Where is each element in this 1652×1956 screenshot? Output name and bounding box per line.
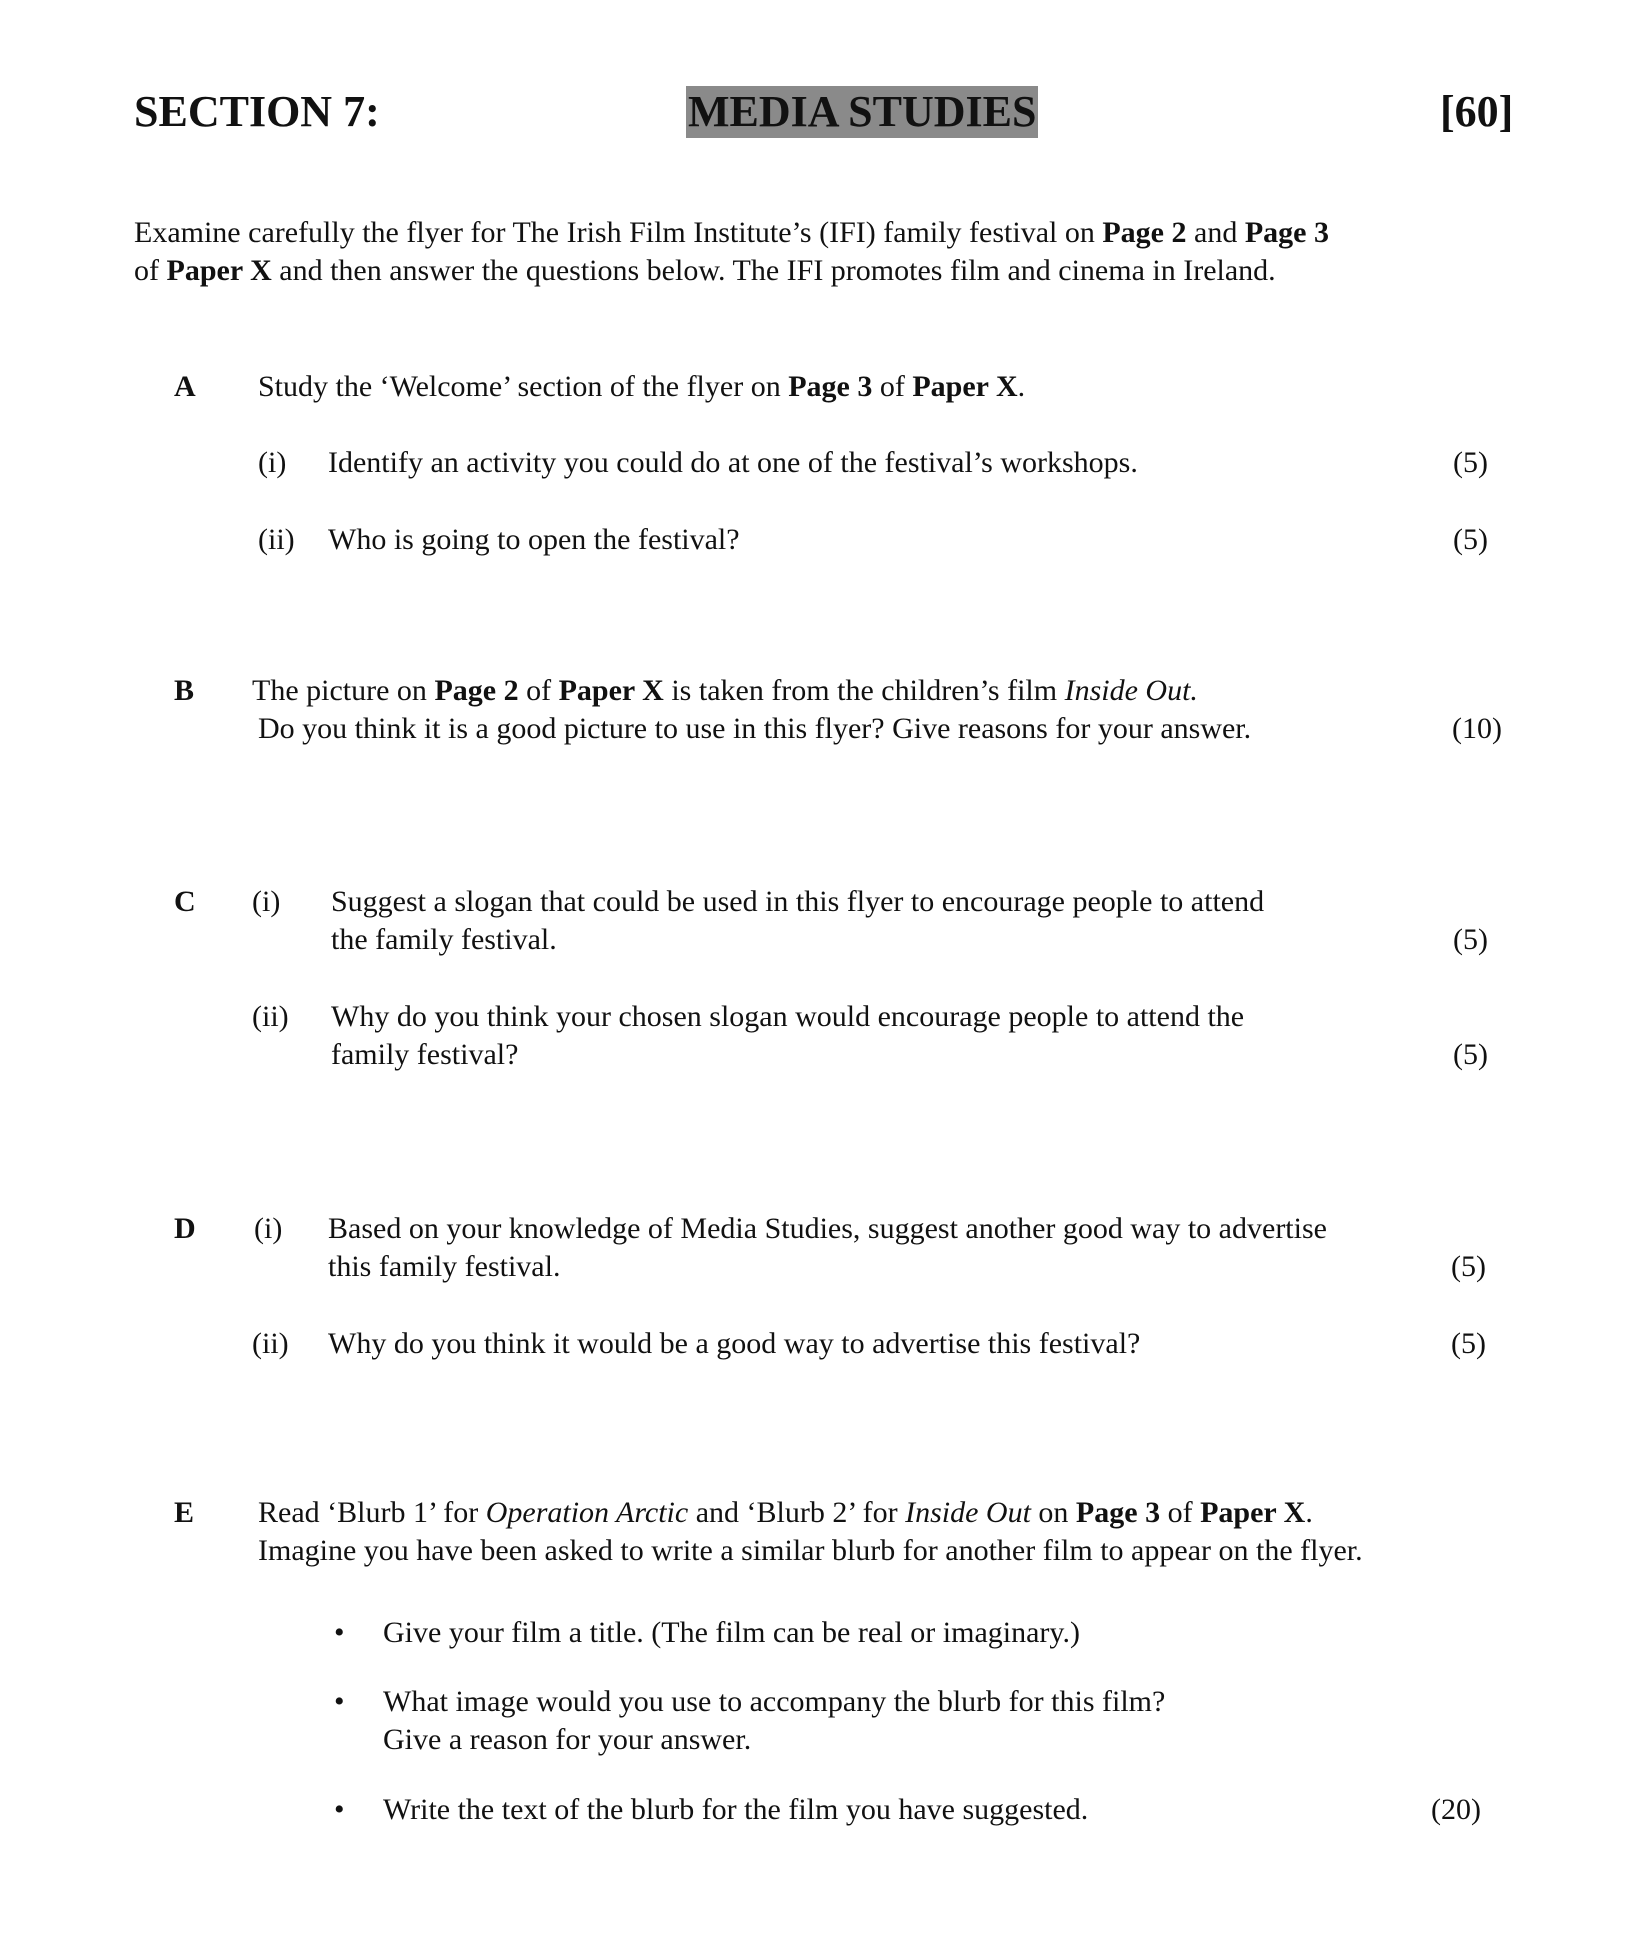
question-e-letter: E: [174, 1496, 195, 1529]
question-d-part-line-2: this family festival.: [328, 1250, 561, 1283]
question-d-part-num: (i): [254, 1212, 283, 1245]
question-a-text: Study the ‘Welcome’ section of the flyer on Page 3 of Paper X.: [258, 370, 1026, 403]
question-e-line-2: Imagine you have been asked to write a similar blurb for another film to appear on the flyer.: [258, 1534, 1363, 1567]
intro-line-1: Examine carefully the flyer for The Irish Film Institute’s (IFI) family festival on Page 2 and Page 3: [134, 216, 1329, 249]
section-label: SECTION 7:: [134, 87, 380, 136]
question-a-part-text: Who is going to open the festival?: [328, 523, 740, 556]
question-b-line-1: The picture on Page 2 of Paper X is taken from the children’s film Inside Out.: [252, 674, 1198, 707]
question-b-line-2: Do you think it is a good picture to use in this flyer? Give reasons for your answer.: [258, 712, 1252, 745]
marks: (5): [1451, 1327, 1486, 1360]
question-a-part-num: (i): [258, 446, 287, 479]
question-d-letter: D: [174, 1212, 196, 1245]
question-c-part-line-1: Suggest a slogan that could be used in this flyer to encourage people to attend: [331, 885, 1265, 918]
question-b-letter: B: [174, 674, 195, 707]
marks: (5): [1453, 523, 1488, 556]
intro-line-2: of Paper X and then answer the questions below. The IFI promotes film and cinema in Ireland.: [134, 254, 1276, 287]
question-a-part-num: (ii): [258, 523, 295, 556]
marks: (5): [1453, 446, 1488, 479]
question-c-part-line-2: the family festival.: [331, 923, 557, 956]
marks: (5): [1453, 923, 1488, 956]
marks: (20): [1431, 1793, 1481, 1826]
marks: (5): [1451, 1250, 1486, 1283]
marks: (5): [1453, 1038, 1488, 1071]
question-c-part-num: (ii): [252, 1000, 289, 1033]
bullet-dot: •: [334, 1616, 345, 1649]
bullet-dot: •: [334, 1793, 345, 1826]
question-c-part-num: (i): [252, 885, 281, 918]
question-a-part-text: Identify an activity you could do at one of the festival’s workshops.: [328, 446, 1138, 479]
marks: (10): [1452, 712, 1502, 745]
bullet-text-line-2: Give a reason for your answer.: [383, 1723, 752, 1756]
question-d-part-line-1: Based on your knowledge of Media Studies, suggest another good way to advertise: [328, 1212, 1327, 1245]
question-a-letter: A: [174, 370, 196, 403]
question-d-part-line-1: Why do you think it would be a good way to advertise this festival?: [328, 1327, 1141, 1360]
bullet-text: Write the text of the blurb for the film you have suggested.: [383, 1793, 1089, 1826]
page-title: MEDIA STUDIES: [688, 87, 1037, 136]
total-marks: [60]: [1440, 87, 1514, 136]
bullet-text: Give your film a title. (The film can be real or imaginary.): [383, 1616, 1080, 1649]
question-d-part-num: (ii): [252, 1327, 289, 1360]
question-c-part-line-2: family festival?: [331, 1038, 519, 1071]
question-e-line-1: Read ‘Blurb 1’ for Operation Arctic and ‘Blurb 2’ for Inside Out on Page 3 of Paper X.: [258, 1496, 1313, 1529]
bullet-text: What image would you use to accompany the blurb for this film?: [383, 1685, 1166, 1718]
question-c-part-line-1: Why do you think your chosen slogan would encourage people to attend the: [331, 1000, 1245, 1033]
question-c-letter: C: [174, 885, 196, 918]
bullet-dot: •: [334, 1685, 345, 1718]
